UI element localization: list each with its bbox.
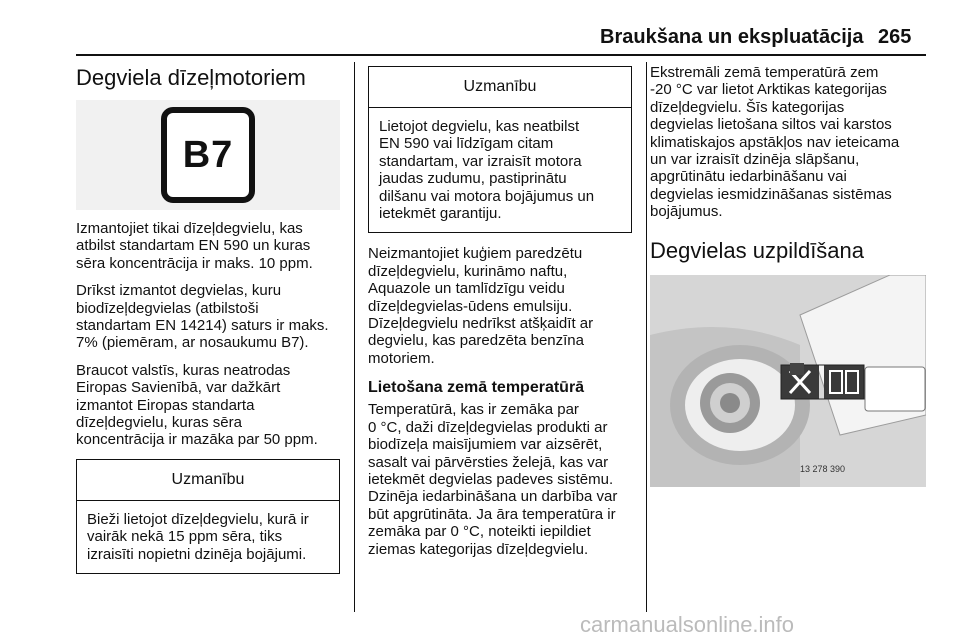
caution-title: Uzmanību <box>77 460 339 501</box>
column-divider-left <box>354 62 355 612</box>
caution-box <box>76 459 340 574</box>
column-1 <box>76 64 340 586</box>
column-2 <box>368 64 632 568</box>
paragraph: Temperatūrā, kas ir zemāka par 0 °C, daži dīzeļdegvielas produkti ar biodīzeļa maisījumiem var aizsērēt, sasalt vai pārvērsties želejā, kas var ietekmēt degvielas padeves sistēmu. Dzinēja iedarbināšana un darbība var būt apgrūtināta. Ja āra temperatūra ir zemāka par 0 °C, noteikti iepildiet ziemas kategorijas dīzeļdegvielu. <box>368 401 618 558</box>
section-title-diesel: Degviela dīzeļmotoriem <box>76 65 306 90</box>
page-header-title: Braukšana un ekspluatācija <box>600 26 864 48</box>
paragraph: Neizmantojiet kuģiem paredzētu dīzeļdegvielu, kurināmo naftu, Aquazole un tamlīdzīgu veidu dīzeļdegvielas-ūdens emulsiju. Dīzeļdegvielu nedrīkst atšķaidīt ar degvielu, kas paredzēta benzīna motoriem. <box>368 245 594 367</box>
b7-figure <box>76 100 340 210</box>
paragraph: Drīkst izmantot degvielas, kuru biodīzeļdegvielas (atbilstoši standartam EN 14214) saturs ir maks. 7% (piemēram, ar nosaukumu B7). <box>76 282 329 352</box>
column-divider-right <box>646 62 647 612</box>
caution-box <box>368 66 632 233</box>
manual-book-icon <box>824 365 864 399</box>
b7-label-text: B7 <box>182 133 234 176</box>
fuel-filler-illustration <box>650 275 926 487</box>
caution-text: Bieži lietojot dīzeļdegvielu, kurā ir vairāk nekā 15 ppm sēra, tiks izraisīti nopietni dzinēja bojājumi. <box>87 510 309 563</box>
b7-fuel-label-icon <box>161 107 255 203</box>
caution-text: Lietojot degvielu, kas neatbilst EN 590 vai līdzīgam citam standartam, var izraisīt motora jaudas zudumu, pastiprinātu dilšanu vai motora bojājumus un ietekmēt garantiju. <box>379 118 595 223</box>
paragraph: Izmantojiet tikai dīzeļdegvielu, kas atbilst standartam EN 590 un kuras sēra koncentrācija ir maks. 10 ppm. <box>76 220 313 272</box>
watermark: carmanualsonline.info <box>580 612 795 637</box>
header-rule <box>76 54 926 56</box>
paragraph: Braucot valstīs, kuras neatrodas Eiropas Savienībā, var dažkārt izmantot Eiropas standarta dīzeļdegvielu, kuras sēra koncentrācija ir mazāka par 50 ppm. <box>76 361 318 449</box>
page-number: 265 <box>878 26 912 48</box>
section-title-refuelling: Degvielas uzpildīšana <box>650 237 865 263</box>
caution-title: Uzmanību <box>369 67 631 108</box>
column-3 <box>650 64 926 487</box>
photo-code: 13 278 390 <box>800 463 846 474</box>
subsection-title-low-temp: Lietošana zemā temperatūrā <box>368 379 585 397</box>
fuel-filler-photo <box>650 275 926 487</box>
paragraph: Ekstremāli zemā temperatūrā zem -20 °C var lietot Arktikas kategorijas dīzeļdegvielu. Šīs kategorijas degvielas lietošana siltos vai karstos klimatiskajos apstākļos nav ieteicama un var izraisīt dzinēja slāpšanu, apgrūtinātu iedarbināšanu vai degvielas iesmidzināšanas sistēmas bojājumus. <box>650 64 900 221</box>
